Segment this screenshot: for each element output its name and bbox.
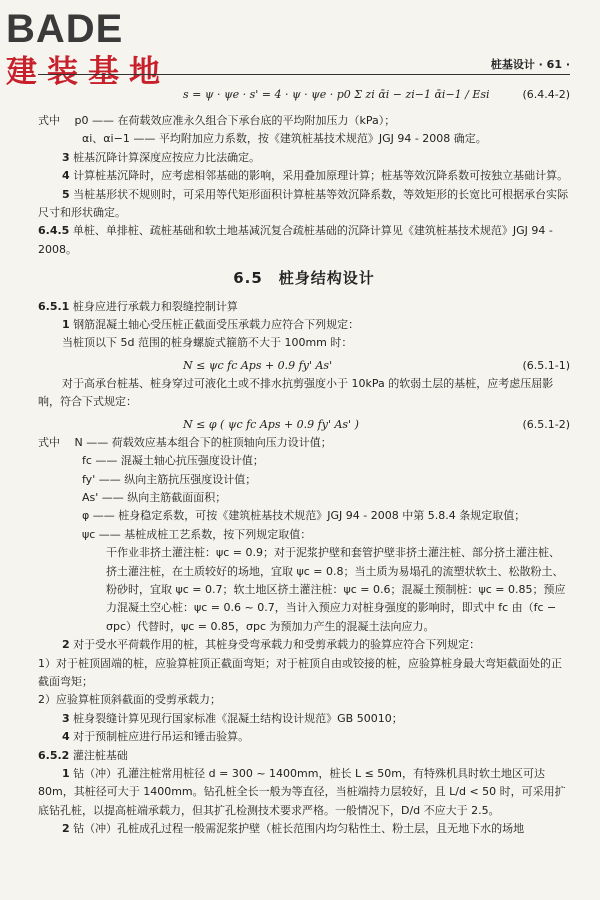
item-number: 3 (62, 711, 70, 725)
para-6-5-2-1 (38, 765, 570, 820)
where-def-psi: ψc —— 基桩成桩工艺系数，按下列规定取值： (82, 527, 312, 541)
item-text: 对于预制桩应进行吊运和锤击验算。 (73, 730, 250, 744)
para-6-5-1-4 (38, 728, 570, 746)
clause-6-4-5 (38, 222, 570, 259)
clause-6-5-1 (38, 298, 570, 316)
item-text: 钻（冲）孔灌注桩常用桩径 d = 300 ~ 1400mm，桩长 L ≤ 50m，有特殊机具时软土地区可达 80m，其桩径可大于 1400mm。钻孔桩全长一般为等直径，当桩端持力层较好，且 L/d < 50 时，可采用扩底钻孔桩，以提高桩端承载力，但其扩孔检测技术要求严格。一般情况下，D/d 不应大于 2.5。 (38, 767, 566, 817)
clause-number: 6.4.5 (38, 224, 70, 238)
logo-chinese: 建装基地 (6, 54, 170, 90)
where-label: 式中 (38, 114, 60, 127)
formula-6-5-1-1 (38, 353, 570, 375)
para-6-5-1-3 (38, 710, 570, 728)
item-text: 计算桩基沉降时，应考虑相邻基础的影响，采用叠加原理计算；桩基等效沉降系数可按独立基础计算。 (73, 169, 569, 183)
where-def-p0: p0 —— 在荷载效应准永久组合下承台底的平均附加压力（kPa）； (74, 114, 396, 127)
formula-expression: s = ψ · ψe · s' = 4 · ψ · ψe · p0 Σ zi ᾱi − zi−1 ᾱi−1 / Esi (183, 88, 490, 101)
running-head: 桩基设计 · 61 · (490, 58, 570, 71)
page-body (38, 82, 570, 839)
sub-item-1: 1）对于桩顶固端的桩，应验算桩顶正截面弯矩；对于桩顶自由或铰接的桩，应验算桩身最大弯矩截面处的正截面弯矩； (38, 656, 562, 688)
item-number: 1 (62, 767, 70, 780)
formula-number: (6.5.1-2) (522, 417, 570, 431)
formula-6-5-1-2 (38, 412, 570, 434)
formula-number: (6.4.4-2) (522, 88, 570, 101)
logo-wordmark-text: BADE (6, 7, 124, 51)
item-5 (38, 186, 570, 223)
para-6-5-2-2 (38, 820, 570, 838)
where-label: 式中 (38, 435, 60, 449)
item-text: 桩基沉降计算深度应按应力比法确定。 (73, 150, 261, 164)
clause-text: 桩身应进行承载力和裂缝控制计算 (72, 299, 238, 313)
item-3 (38, 149, 570, 167)
where-def-As: As' —— 纵向主筋截面面积； (82, 490, 227, 504)
item-number: 3 (62, 150, 70, 164)
clause-number: 6.5.1 (38, 299, 70, 313)
where-def-phi: φ —— 桩身稳定系数，可按《建筑桩基技术规范》JGJ 94 - 2008 中第 5.8.4 条规定取值； (82, 509, 526, 523)
clause-6-5-2 (38, 747, 570, 765)
para-6-5-1-2 (38, 636, 570, 654)
item-text: 钻（冲）孔桩成孔过程一般需泥浆护壁（桩长范围内均匀粘性土、粉土层，且无地下水的场地 (73, 822, 525, 836)
item-number: 4 (62, 730, 70, 744)
header-rule (38, 74, 570, 75)
where-block-6-5-1 (38, 434, 570, 452)
psi-values: 干作业非挤土灌注桩：ψc = 0.9；对于泥浆护壁和套管护壁非挤土灌注桩、部分挤土灌注桩、挤土灌注桩，在土质较好的场地，宜取 ψc = 0.8；当土质为易塌孔的流塑状软土、松散粉土、粉砂时，宜取 ψc = 0.7；软土地区挤土灌注桩：ψc = 0.6；混凝土预制桩：ψc = 0.85；预应力混凝土空心桩：ψc = 0.6 ~ 0.7，当计入预应力对桩身强度的影响时，即式中 fc 由（fc − σpc）代替时，ψc = 0.85，σpc 为预加力产生的混凝土法向应力。 (106, 546, 566, 633)
item-number: 4 (62, 169, 70, 183)
section-heading: 6.5 桩身结构设计 (233, 269, 375, 288)
item-text: 钢筋混凝土轴心受压桩正截面受压承载力应符合下列规定： (73, 318, 360, 332)
item-number: 2 (62, 638, 70, 652)
item-text: 对于受水平荷载作用的桩，其桩身受弯承载力和受剪承载力的验算应符合下列规定： (73, 638, 481, 652)
clause-text: 灌注桩基础 (72, 748, 128, 762)
item-number: 2 (62, 822, 70, 836)
item-4 (38, 167, 570, 185)
logo-wordmark (6, 6, 186, 52)
where-def-fy: fy' —— 纵向主筋抗压强度设计值； (82, 472, 257, 486)
para-6-5-1-1a: 当桩顶以下 5d 范围的桩身螺旋式箍筋不大于 100mm 时： (62, 336, 353, 350)
sub-item-2: 2）应验算桩顶斜截面的受剪承载力； (38, 693, 221, 707)
where-block (38, 112, 570, 130)
item-number: 5 (62, 187, 70, 201)
clause-text: 单桩、单排桩、疏桩基础和软土地基减沉复合疏桩基础的沉降计算见《建筑桩基技术规范》JGJ 94 - 2008。 (38, 224, 553, 256)
where-def-N: N —— 荷载效应基本组合下的桩顶轴向压力设计值； (74, 435, 332, 449)
where-def-fc: fc —— 混凝土轴心抗压强度设计值； (82, 454, 264, 468)
where-def-alpha: αi、αi−1 —— 平均附加应力系数，按《建筑桩基技术规范》JGJ 94 - 2008 确定。 (82, 132, 487, 146)
formula-expression: N ≤ φ ( ψc fc Aps + 0.9 fy' As' ) (183, 417, 359, 431)
para-6-5-1-1b: 对于高承台桩基、桩身穿过可液化土或不排水抗剪强度小于 10kPa 的软弱土层的基桩，应考虑压屈影响，符合下式规定： (38, 376, 554, 409)
item-number: 1 (62, 318, 70, 332)
para-6-5-1-1 (38, 316, 570, 334)
formula-expression: N ≤ ψc fc Aps + 0.9 fy' As' (183, 358, 333, 372)
clause-number: 6.5.2 (38, 748, 70, 762)
formula-6-4-4-2 (38, 82, 570, 112)
item-text: 当桩基形状不规则时，可采用等代矩形面积计算桩基等效沉降系数，等效矩形的长宽比可根据承台实际尺寸和形状确定。 (38, 187, 569, 220)
item-text: 桩身裂缝计算见现行国家标准《混凝土结构设计规范》GB 50010； (73, 711, 403, 725)
formula-number: (6.5.1-1) (522, 358, 570, 372)
